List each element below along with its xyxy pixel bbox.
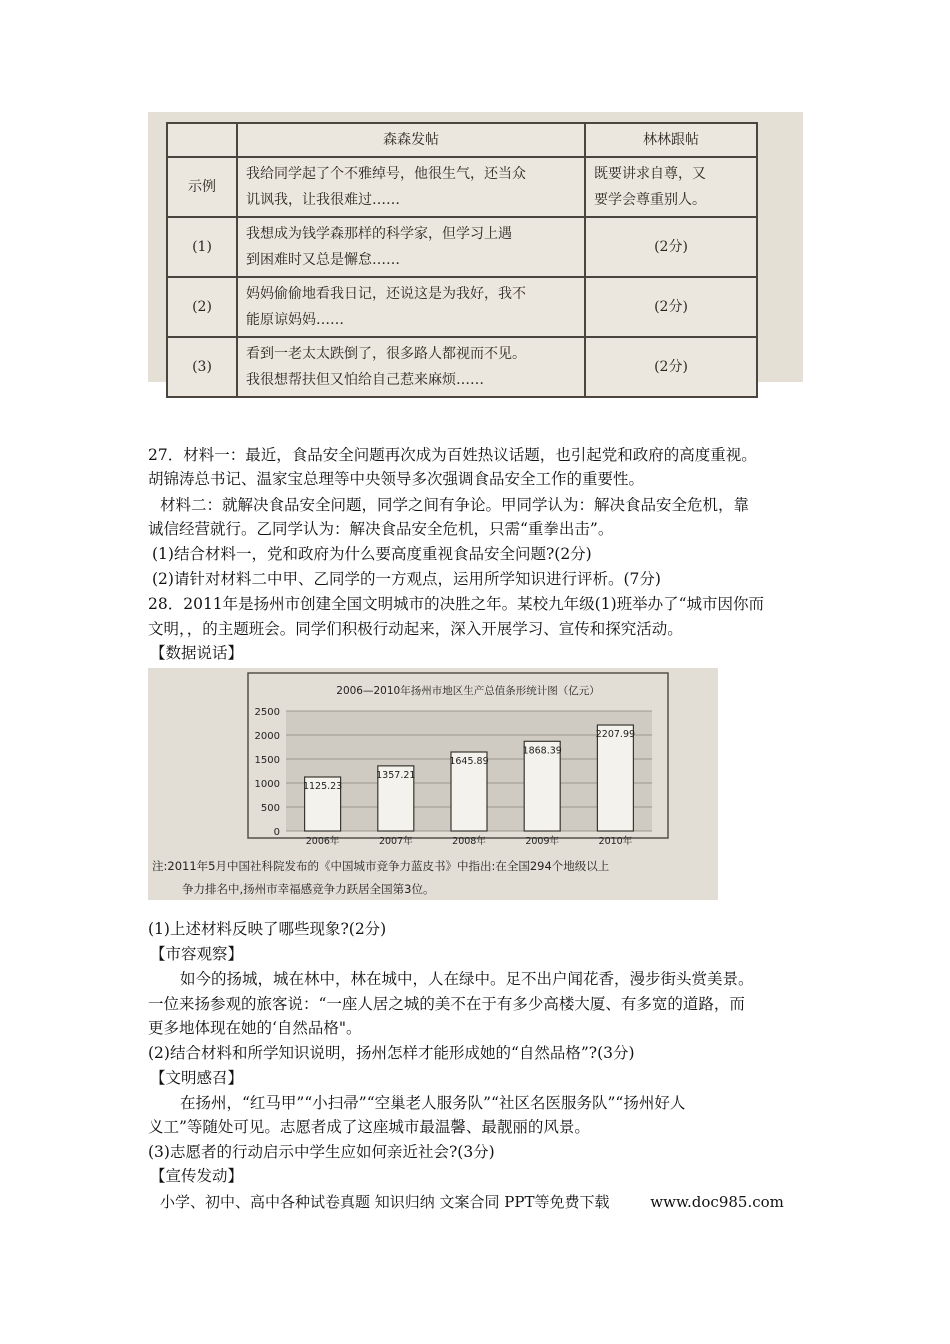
footer-url[interactable]: www.doc985.com: [650, 1193, 784, 1211]
table-header-cell: [167, 123, 237, 157]
q28-line: 28．2011年是扬州市创建全国文明城市的决胜之年。某校九年级(1)班举办了“城市因你而: [148, 595, 765, 613]
table-row: [167, 157, 757, 217]
y-tick-label: 2000: [254, 731, 280, 742]
chart-note: 注:2011年5月中国社科院发布的《中国城市竞争力蓝皮书》中指出:在全国294个地级以上: [152, 859, 610, 873]
bar-value-label: 1125.23: [302, 780, 343, 792]
post-line: 看到一老太太跌倒了，很多路人都视而不见。: [246, 346, 526, 362]
q28-paragraph-line: 更多地体现在她的‘自然品格"。: [148, 1019, 362, 1037]
section-heading: 【市容观察】: [150, 945, 244, 963]
reply-cell: [585, 337, 757, 397]
q28-subquestion: (2)结合材料和所学知识说明，扬州怎样才能形成她的“自然品格”?(3分): [148, 1044, 635, 1062]
q27-subquestion: (1)结合材料一，党和政府为什么要高度重视食品安全问题?(2分): [152, 545, 592, 563]
chart-title: 2006—2010年扬州市地区生产总值条形统计图（亿元）: [336, 685, 600, 697]
post-line: 能原谅妈妈……: [246, 312, 344, 328]
post-line: 我很想帮扶但又怕给自己惹来麻烦……: [246, 372, 484, 388]
post-cell: [237, 157, 585, 217]
x-tick-label: 2008年: [452, 836, 486, 847]
post-cell: [237, 277, 585, 337]
row-label: (2): [167, 277, 237, 337]
q28-paragraph-line: 如今的扬城，城在林中，林在城中，人在绿中。足不出户闻花香，漫步街头赏美景。: [180, 970, 754, 988]
post-line: 我给同学起了个不雅绰号，他很生气，还当众: [246, 166, 526, 182]
footer-text: 小学、初中、高中各种试卷真题 知识归纳 文案合同 PPT等免费下载: [160, 1193, 610, 1211]
bar-value-label: 2207.99: [595, 729, 636, 741]
reply-line: 既要讲求自尊，又: [594, 166, 706, 182]
row-label: 示例: [167, 157, 237, 217]
x-tick-label: 2009年: [525, 836, 560, 847]
post-line: 讥讽我，让我很难过……: [246, 192, 400, 208]
y-tick-label: 0: [273, 827, 280, 838]
reply-cell: [585, 217, 757, 277]
y-tick-label: 1500: [254, 755, 280, 766]
table-row: [167, 337, 757, 397]
bar: [595, 725, 636, 831]
gdp-bar-chart: [148, 668, 718, 900]
post-cell: [237, 337, 585, 397]
row-label: (1): [167, 217, 237, 277]
table-header-row: [167, 123, 757, 157]
table-row: [167, 217, 757, 277]
q28-paragraph-line: 在扬州，“红马甲”“小扫帚”“空巢老人服务队”“社区名医服务队”“扬州好人: [180, 1094, 686, 1112]
bar-value-label: 1645.89: [449, 755, 489, 767]
post-cell: [237, 217, 585, 277]
q28-paragraph-line: 一位来扬参观的旅客说：“一座人居之城的美不在于有多少高楼大厦、有多宽的道路，而: [148, 995, 745, 1013]
q28-line: 文明，，的主题班会。同学们积极行动起来，深入开展学习、宣传和探究活动。: [148, 620, 683, 638]
y-tick-label: 1000: [254, 779, 280, 790]
reply-line: (2分): [654, 239, 688, 255]
page-footer: [160, 1191, 784, 1212]
post-reply-table: [166, 122, 758, 398]
post-line: 我想成为钱学森那样的科学家，但学习上遇: [246, 226, 512, 242]
gdp-chart-svg: [148, 668, 718, 900]
q27-line: 诚信经营就行。乙同学认为：解决食品安全危机，只需“重拳出击”。: [148, 520, 614, 538]
reply-line: 要学会尊重别人。: [594, 192, 706, 208]
reply-line: (2分): [654, 359, 688, 375]
chart-note: 争力排名中,扬州市幸福感竞争力跃居全国第3位。: [182, 882, 435, 896]
bar-value-label: 1357.21: [376, 769, 416, 781]
reply-cell: [585, 157, 757, 217]
reply-line: (2分): [654, 299, 688, 315]
section-heading: 【数据说话】: [150, 644, 244, 662]
q27-line: 材料二：就解决食品安全问题，同学之间有争论。甲同学认为：解决食品安全危机，靠: [160, 496, 750, 514]
section-heading: 【宣传发动】: [150, 1167, 244, 1185]
section-heading: 【文明感召】: [150, 1069, 244, 1087]
q27-line: 27．材料一：最近，食品安全问题再次成为百姓热议话题，也引起党和政府的高度重视。: [148, 446, 757, 464]
x-tick-label: 2007年: [378, 836, 413, 847]
y-axis-ticks: [255, 707, 280, 838]
row-label: (3): [167, 337, 237, 397]
q28-subquestion: (1)上述材料反映了哪些现象?(2分): [148, 920, 387, 938]
table-header-cell: 森森发帖: [237, 123, 585, 157]
q27-line: 胡锦涛总书记、温家宝总理等中央领导多次强调食品安全工作的重要性。: [148, 470, 645, 488]
post-line: 妈妈偷偷地看我日记，还说这是为我好，我不: [246, 286, 526, 302]
x-tick-label: 2010年: [598, 836, 633, 847]
reply-cell: [585, 277, 757, 337]
scanned-table-image: [148, 112, 803, 388]
table-header-cell: 林林跟帖: [585, 123, 757, 157]
bar-value-label: 1868.39: [522, 745, 562, 757]
y-tick-label: 500: [260, 803, 280, 814]
table-row: [167, 277, 757, 337]
post-line: 到困难时又总是懈怠……: [246, 252, 400, 268]
x-tick-label: 2006年: [305, 836, 340, 847]
q28-paragraph-line: 义工”等随处可见。志愿者成了这座城市最温馨、最靓丽的风景。: [148, 1118, 590, 1136]
q28-subquestion: (3)志愿者的行动启示中学生应如何亲近社会?(3分): [148, 1143, 495, 1161]
q27-subquestion: (2)请针对材料二中甲、乙同学的一方观点，运用所学知识进行评析。(7分): [152, 570, 661, 588]
y-tick-label: 2500: [254, 707, 280, 718]
